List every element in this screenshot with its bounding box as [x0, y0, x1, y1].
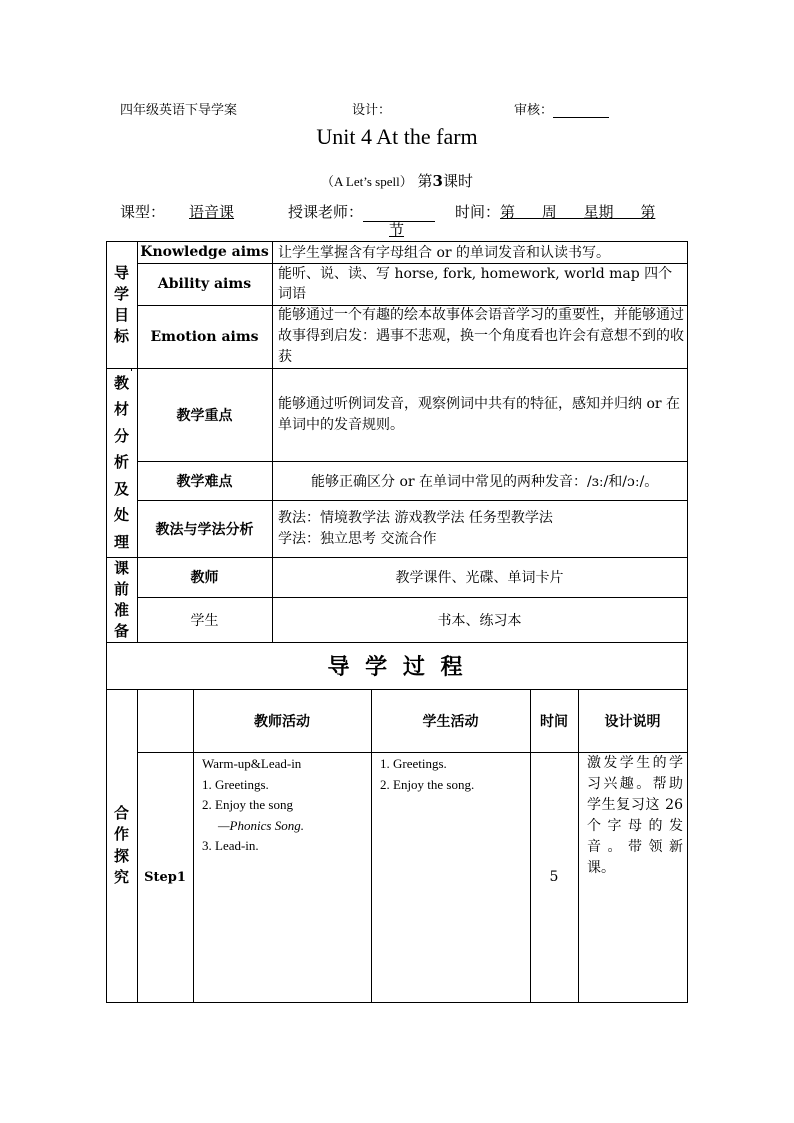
- prep-section-label: 课前准备: [113, 558, 129, 640]
- methods-text: 教法：情境教学法 游戏教学法 任务型教学法 学法：独立思考 交流合作: [278, 509, 553, 547]
- teacher-activity-list: Warm-up&Lead-in 1. Greetings. 2. Enjoy the song —Phonics Song. 3. Lead-in.: [202, 756, 304, 853]
- designer-label: 设计：: [352, 103, 392, 118]
- analysis-section-label: 教材分析及处理: [113, 373, 129, 551]
- goals-section-label: 导学目标: [113, 263, 129, 345]
- prep-teacher-label: 教师: [190, 570, 219, 586]
- reviewer-label: 审核：: [514, 99, 609, 118]
- lesson-subtitle: （A Let’s spell） 第3课时: [321, 172, 473, 190]
- time-field-wrap: 节: [389, 221, 405, 239]
- key-points-label: 教学重点: [176, 407, 233, 424]
- page-title: Unit 4 At the farm: [316, 124, 478, 149]
- ability-aims-text: 能听、说、读、写 horse, fork, homework, world map 四个词语: [278, 266, 673, 302]
- col-teacher-activity: 教师活动: [254, 713, 310, 730]
- knowledge-aims-text: 让学生掌握含有字母组合 or 的单词发音和认读书写。: [278, 245, 611, 261]
- knowledge-aims-label: Knowledge aims: [140, 244, 269, 260]
- step-label: Step1: [144, 869, 186, 885]
- ability-aims-label: Ability aims: [157, 276, 252, 292]
- prep-student-text: 书本、练习本: [437, 612, 522, 629]
- col-student-activity: 学生活动: [422, 713, 479, 730]
- prep-student-label: 学生: [190, 612, 219, 629]
- difficulties-text: 能够正确区分 or 在单词中常见的两种发音：/ɜː/和/ɔː/。: [311, 473, 659, 490]
- key-points-text: 能够通过听例词发音，观察例词中共有的特征，感知并归纳 or 在单词中的发音规则。: [278, 395, 681, 433]
- teacher-field: 授课老师：: [288, 201, 435, 222]
- time-field: 时间：第 周 星期 第: [455, 203, 656, 221]
- student-activity-list: 1. Greetings. 2. Enjoy the song.: [380, 756, 475, 792]
- emotion-aims-label: Emotion aims: [150, 328, 259, 345]
- process-section-label: 合作探究: [113, 803, 129, 886]
- emotion-aims-text: 能够通过一个有趣的绘本故事体会语音学习的重要性，并能够通过故事得到启发：遇事不悲观，换一个角度看也许会有意想不到的收获: [278, 307, 684, 365]
- lesson-type: 课型： 语音课: [120, 203, 235, 221]
- process-heading: 导 学 过 程: [327, 654, 467, 680]
- prep-teacher-text: 教学课件、光碟、单词卡片: [395, 570, 564, 586]
- methods-label: 教法与学法分析: [155, 521, 254, 538]
- doc-header-left: 四年级英语下导学案: [120, 103, 238, 118]
- col-design-notes: 设计说明: [604, 713, 661, 730]
- design-notes-text: 激发学生的学习兴趣。帮助学生复习这 26 个字母的发音。带领新课。: [587, 755, 683, 876]
- col-time: 时间: [540, 713, 568, 730]
- difficulties-label: 教学难点: [176, 473, 233, 490]
- step-time: 5: [549, 869, 559, 885]
